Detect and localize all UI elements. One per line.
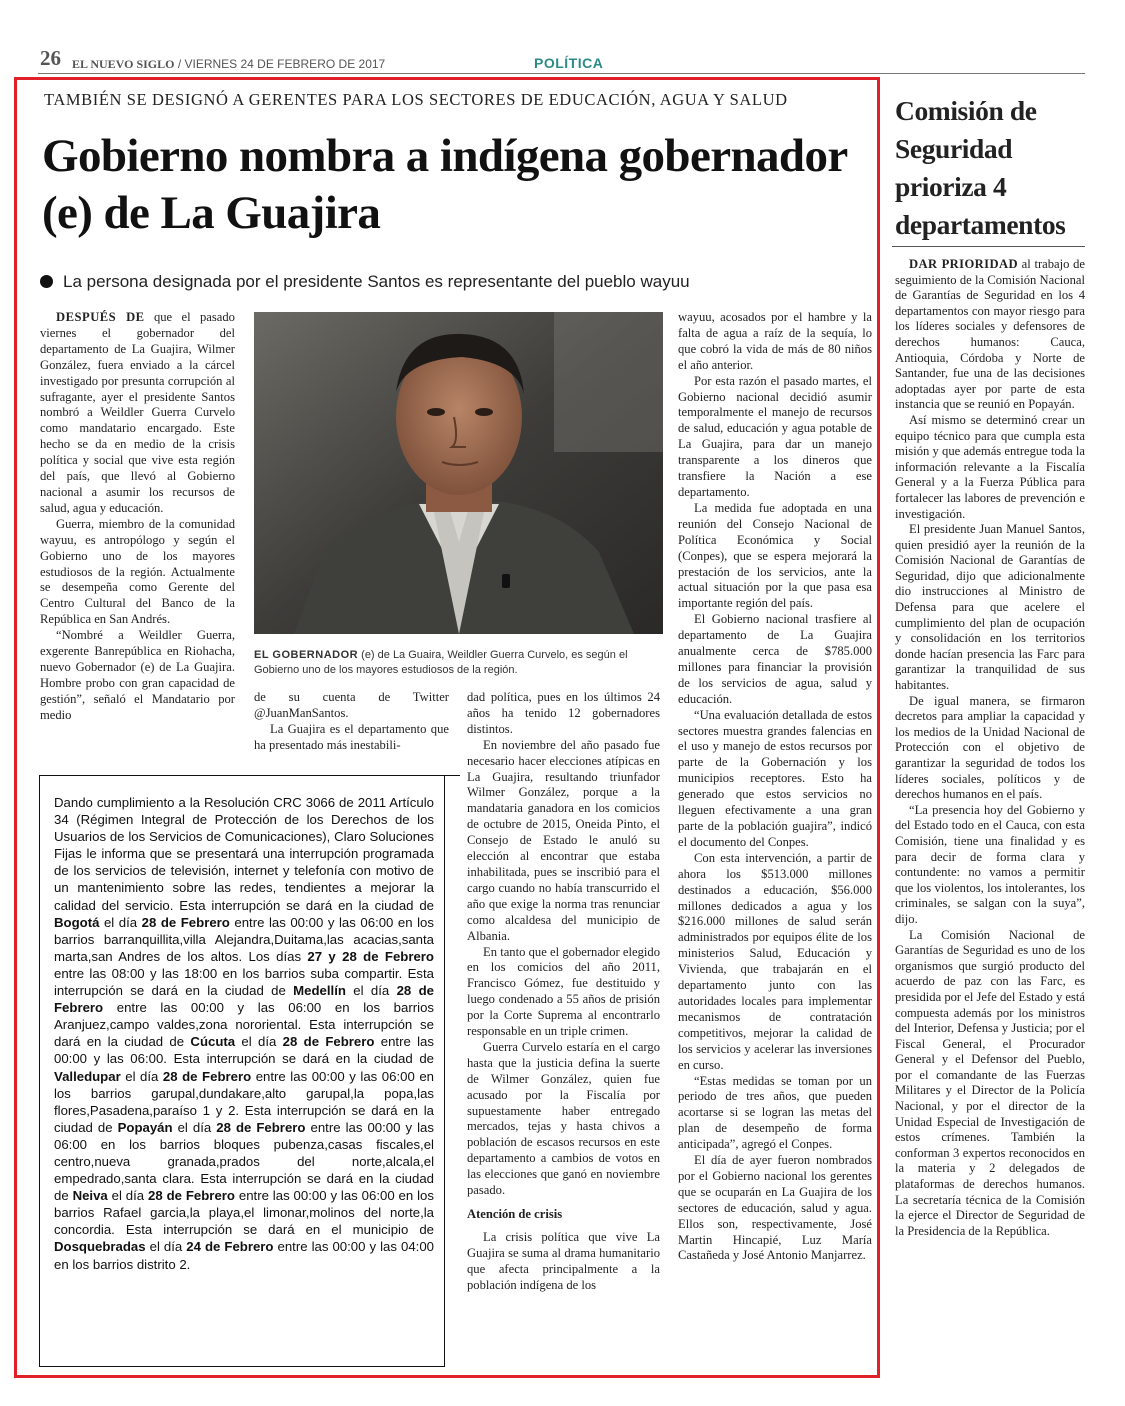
notice-date: 28 de Febrero — [162, 1068, 252, 1084]
service-notice-text: Dando cumplimiento a la Resolución CRC 3066 de 2011 Artículo 34 (Régimen Integral de Protección de los Derechos de los Usuarios de los Servicios de Comunicaciones), Claro Soluciones Fijas le informa que se presentará una interrupción programada de los servicios de televisión, internet y telefonía con motivo de un mantenimiento sobre las redes, tendientes a mejorar la calidad del servicio. Esta interrupción se dará en la ciudad de Bogotá el día 28 de Febrero entre las 00:00 y las 06:00 en los barrios barranquillita,villa Alejandra,Duitama,las acacias,santa marta,san Andres de los altos. Los días 27 y 28 de Febrero entre las 08:00 y las 18:00 en los barrios suba compartir. Esta interrupción se dará en la ciudad de Medellín el día 28 de Febrero entre las 00:00 y las 06:00 en los barrios Aranjuez,campo valdes,zona nororiental. Esta interrupción se dará en la ciudad de Cúcuta el día 28 de Febrero entre las 00:00 y las 06:00. Esta interrupción se dará en la ciudad de Valledupar el día 28 de Febrero entre las 00:00 y las 06:00 en los barrios garupal,dundakare,alto garupal,la popa,las flores,Pasadena,paraíso 1 y 2. Esta interrupción se dará en la ciudad de Popayán el día 28 de Febrero entre las 00:00 y las 06:00 en los barrios bloques pubenza,casas fiscales,el centro,nueva granada,prados del norte,alcala,el empedrado,santa clara. Esta interrupción se dará en la ciudad de Neiva el día 28 de Febrero entre las 00:00 y las 06:00 en los barrios Rafael garcia,la playa,el limonar,molinos del norte,la concordia. Esta interrupción se dará en el municipio de Dosquebradas el día 24 de Febrero entre las 00:00 y las 04:00 en los barrios distrito 2. — [54, 795, 434, 1272]
bullet-icon — [40, 275, 53, 288]
paragraph: En tanto que el gobernador elegido en los comicios del año 2011, Francisco Gómez, fue destituido y luego condenado a 55 años de prisión por la Corte Suprema al encontrarlo responsable en un triple crimen. — [467, 944, 660, 1039]
notice-date: 28 de Febrero — [141, 914, 230, 930]
header-rule — [38, 73, 1085, 74]
paragraph: Con esta intervención, a partir de ahora los $513.000 millones destinados a educación, $56.000 millones dedicados a agua y los $216.000 millones de salud serán administrados por equipos élite de los ministerios Salud, Educación y Vivienda, que trabajarán en el departamento junto con las autoridades locales para implementar mecanismos de contratación competitivos, mejorar la calidad de los servicios y acelerar las inversiones en curso. — [678, 850, 872, 1072]
sidebar-lead: DAR PRIORIDAD — [909, 257, 1018, 271]
city-name: Popayán — [117, 1119, 173, 1135]
notice-date: 28 de Febrero — [282, 1034, 375, 1050]
caption-lead: EL GOBERNADOR — [254, 649, 359, 661]
notice-date: 28 de Febrero — [54, 983, 434, 1016]
city-name: Valledupar — [54, 1068, 121, 1084]
city-name: Medellín — [293, 983, 346, 999]
caption-text: (e) de La Guaira, Weildler Guerra Curvelo, es según el Gobierno uno de los mayores estudiosos de la región. — [254, 649, 628, 676]
paragraph: dad política, pues en los últimos 24 años ha tenido 12 gobernadores distintos. — [467, 690, 660, 736]
paragraph: El Gobierno nacional trasfiere al departamento de La Guajira anualmente cerca de $785.000 millones para financiar la provisión de los servicios de agua, salud y educación. — [678, 612, 872, 706]
article-subhead: Atención de crisis — [467, 1207, 563, 1221]
sidebar-headline: Comisión de Seguridad prioriza 4 departamentos — [895, 95, 1066, 240]
paragraph: Por esta razón el pasado martes, el Gobierno nacional decidió asumir temporalmente el manejo de recursos de salud, educación y agua potable de La Guajira, para dar un manejo transparente a los dineros que transfiere la Nación a ese departamento. — [678, 373, 872, 499]
paragraph: Guerra Curvelo estaría en el cargo hasta que la justicia defina la suerte de Wilmer González, quien fue acusado por la Fiscalía por supuestamente haber entregado mercados, tejas y hasta chivos a población de escasos recursos en este departamento a cambios de votos en las elecciones que ganó en noviembre pasado. — [467, 1039, 660, 1198]
paragraph: de su cuenta de Twitter @JuanManSantos. — [254, 690, 449, 720]
newspaper-masthead — [72, 57, 385, 72]
paragraph: al trabajo de seguimiento de la Comisión Nacional de Garantías de Seguridad en los 4 departamentos con mayor riesgo para los líderes sociales y defensores de derechos humanos: Cauca, Antioquia, Córdoba y Norte de Santander, fue una de las decisiones adoptadas ayer por parte de esta instancia que se reunió en Popayán. — [895, 257, 1085, 412]
city-name: Cúcuta — [190, 1034, 236, 1050]
notice-date: 24 de Febrero — [186, 1239, 274, 1255]
paragraph: “La presencia hoy del Gobierno y del Estado todo en el Cauca, con esta Comisión, tiene una finalidad y es para decir de forma clara y contundente: no vamos a permitir que los violentos, los intolerantes, los criminales, se salgan con la suya”, dijo. — [895, 802, 1085, 926]
article-headline: Gobierno nombra a indígena gobernador (e) de La Guajira — [42, 130, 847, 240]
notice-date: 28 de Febrero — [216, 1119, 306, 1135]
paragraph: La crisis política que vive La Guajira se suma al drama humanitario que afecta principalmente a la población indígena de los — [467, 1230, 660, 1292]
article-kicker: TAMBIÉN SE DESIGNÓ A GERENTES PARA LOS SECTORES DE EDUCACIÓN, AGUA Y SALUD — [44, 90, 788, 109]
paragraph: La Guajira es el departamento que ha presentado más inestabili- — [254, 721, 449, 752]
paragraph: que el pasado viernes el gobernador del departamento de La Guajira, Wilmer González, fuera enviado a la cárcel investigado por presunta corrupción al sufragante, ayer el presidente Santos nombró a Weildler Guerra Curvelo como mandatario encargado. Este hecho se da en medio de la crisis política y social que vive esta región del país, que llevó al Gobierno nacional a asumir los recursos de salud, agua y educación. — [40, 310, 235, 515]
paragraph: “Una evaluación detallada de estos sectores muestra grandes falencias en el uso y manejo de estos recursos por parte de la Gobernación y los municipios receptores. Esto ha generado que estos servicios no lleguen efectivamente a una gran parte de la población guajira”, indicó el documento del Conpes. — [678, 707, 872, 849]
city-name: Bogotá — [54, 914, 100, 930]
portrait-image — [254, 312, 663, 634]
governor-photo — [254, 312, 663, 634]
article-lead: DESPUÉS DE — [56, 310, 145, 324]
city-name: Dosquebradas — [54, 1239, 146, 1255]
paragraph: “Nombré a Weildler Guerra, exgerente Banrepública en Riohacha, nuevo Gobernador (e) de La Guajira. Hombre probo con gran capacidad de gestión”, señaló el Mandatario por medio — [40, 628, 235, 722]
paragraph: La Comisión Nacional de Garantías de Seguridad es uno de los organismos que surgió producto del acuerdo de paz con las Farc, es presidida por el Jefe del Estado y está compuesta además por los ministros del Interior, Defensa y Justicia; por el Fiscal General, el Procurador General y el Defensor del Pueblo, por el comandante de las Fuerzas Militares y el Director de la Policía Nacional, y por el director de la Unidad Especial de Investigación de estos crímenes. También la conforman 3 expertos reconocidos en la materia y 2 delegados de plataformas de derechos humanos. La secretaría técnica de la Comisión la ejerce el Director de Seguridad de la Presidencia de la República. — [895, 927, 1085, 1238]
paragraph: El día de ayer fueron nombrados por el Gobierno nacional los gerentes que se ocuparán en La Guajira de los sectores de educación, salud y agua. Ellos son, respectivamente, José Martin Hincapié, Luz María Castañeda y José Antonio Manjarrez. — [678, 1153, 872, 1263]
issue-date: / VIERNES 24 DE FEBRERO DE 2017 — [177, 57, 386, 71]
notice-date: 28 de Febrero — [148, 1188, 235, 1204]
article-deck — [40, 272, 690, 292]
page-number: 26 — [40, 46, 61, 70]
sidebar-rule — [892, 246, 1085, 247]
paragraph: wayuu, acosados por el hambre y la falta de agua a raíz de la sequía, lo que cobró la vida de más de 80 niños el año anterior. — [678, 310, 872, 372]
paragraph: La medida fue adoptada en una reunión del Consejo Nacional de Política Económica y Social (Conpes), que se espera mejorará la prestación de los servicios, ante la actual situación por la que pasa esa importante región del país. — [678, 500, 872, 611]
city-name: Neiva — [72, 1188, 108, 1204]
paragraph: Guerra, miembro de la comunidad wayuu, es antropólogo y según el Gobierno uno de los mayores estudiosos de la región. Actualmente se desempeña como Gerente del Centro Cultural del Banco de la República en San Andrés. — [40, 516, 235, 627]
article-deck-text: La persona designada por el presidente Santos es representante del pueblo wayuu — [63, 272, 690, 291]
newspaper-name: EL NUEVO SIGLO — [72, 57, 175, 71]
section-label: POLÍTICA — [534, 55, 604, 71]
paragraph: Así mismo se determinó crear un equipo técnico para que cumpla esta misión y que además entregue toda la información relevante a la Fiscalía General y a la Fuerza Pública para fortalecer las labores de prevención e investigación. — [895, 412, 1085, 521]
paragraph: “Estas medidas se toman por un periodo de tres años, que pueden acortarse si se logran las metas del plan de desempeño de forma anticipada”, agregó el Conpes. — [678, 1073, 872, 1152]
paragraph: De igual manera, se firmaron decretos para ampliar la capacidad y los medios de la Unidad Nacional de Protección con el objetivo de garantizar la seguridad de todos los líderes sociales, políticos y de derechos humanos en el país. — [895, 693, 1085, 802]
photo-caption — [254, 648, 664, 678]
article-column-4 — [678, 310, 872, 1264]
article-column-1 — [40, 310, 235, 724]
article-column-3 — [467, 690, 660, 1294]
notice-date: 27 y 28 de Febrero — [307, 948, 434, 964]
paragraph: El presidente Juan Manuel Santos, quien presidió ayer la reunión de la Comisión Nacional de Garantías de Seguridad, dijo que adicionalmente dio instrucciones al Ministro de Defensa para que acelere el cumplimiento del plan de ocupación y consolidación en los territorios donde hacían presencia las Farc para garantizar la tranquilidad de sus habitantes. — [895, 522, 1085, 693]
paragraph: En noviembre del año pasado fue necesario hacer elecciones atípicas en La Guajira, resultando triunfador Wilmer González, porque a la mandataria ganadora en los comicios de octubre de 2015, Oneida Pinto, el Consejo de Estado le anuló su elección al encontrar que estaba inhabilitada, pues se inscribió para el cargo cuando no había transcurrido el año que exige la norma tras renunciar como alcaldesa del municipio de Albania. — [467, 737, 660, 943]
article-column-2 — [254, 690, 449, 754]
sidebar-article-body — [895, 257, 1085, 1239]
